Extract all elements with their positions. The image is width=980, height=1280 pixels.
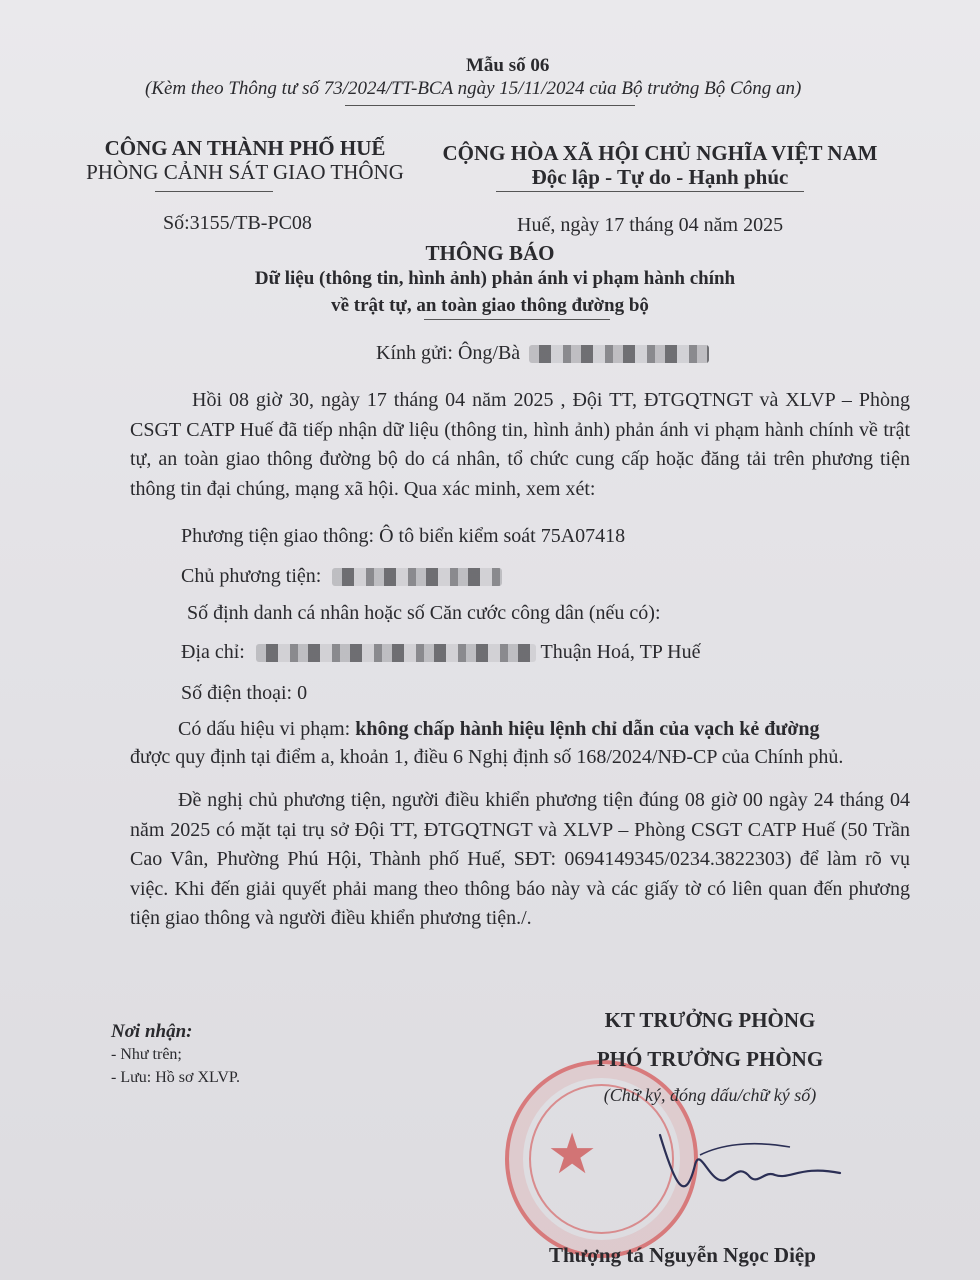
signature-title-2: PHÓ TRƯỞNG PHÒNG	[596, 1047, 824, 1071]
greeting	[376, 342, 709, 365]
redacted-name	[529, 345, 709, 363]
agency-rule	[155, 191, 273, 192]
subtitle-rule	[424, 319, 610, 320]
address-tail: Thuận Hoá, TP Huế	[540, 641, 701, 663]
violation-text: không chấp hành hiệu lệnh chỉ dẫn của vạch kẻ đường	[355, 718, 820, 740]
document-subtitle-1: Dữ liệu (thông tin, hình ảnh) phản ánh vi phạm hành chính	[254, 268, 736, 289]
phone-field: Số điện thoại: 0	[181, 682, 308, 704]
violation-prefix: Có dấu hiệu vi phạm:	[178, 718, 356, 740]
address-field	[181, 641, 701, 664]
id-field: Số định danh cá nhân hoặc số Căn cước công dân (nếu có):	[187, 602, 661, 624]
signature-note: (Chữ ký, đóng dấu/chữ ký số)	[603, 1085, 817, 1105]
motto-rule	[496, 191, 804, 192]
header-rule	[345, 105, 635, 106]
vehicle-field: Phương tiện giao thông: Ô tô biển kiểm soát 75A07418	[181, 525, 626, 547]
form-number: Mẫu số 06	[466, 55, 550, 76]
nation-motto: Độc lập - Tự do - Hạnh phúc	[531, 165, 789, 189]
violation-basis: được quy định tại điểm a, khoản 1, điều 6 Nghị định số 168/2024/NĐ-CP của Chính phủ.	[130, 746, 844, 768]
nation-name: CỘNG HÒA XÃ HỘI CHỦ NGHĨA VIỆT NAM	[442, 141, 878, 165]
place-date: Huế, ngày 17 tháng 04 năm 2025	[517, 214, 784, 236]
signer-name: Thượng tá Nguyễn Ngọc Diệp	[549, 1243, 816, 1267]
redacted-address	[256, 644, 536, 662]
owner-field	[181, 565, 502, 588]
greeting-label: Kính gửi: Ông/Bà	[376, 342, 521, 364]
address-label: Địa chỉ:	[181, 641, 245, 663]
owner-label: Chủ phương tiện:	[181, 565, 322, 587]
document-subtitle-2: về trật tự, an toàn giao thông đường bộ	[331, 295, 649, 316]
signature-title-1: KT TRƯỞNG PHÒNG	[604, 1008, 816, 1032]
agency-name: CÔNG AN THÀNH PHỐ HUẾ	[104, 136, 386, 160]
agency-department: PHÒNG CẢNH SÁT GIAO THÔNG	[86, 160, 404, 184]
recipients-label: Nơi nhận:	[111, 1021, 193, 1042]
recipient-item: - Lưu: Hồ sơ XLVP.	[111, 1069, 240, 1086]
document-number: Số:3155/TB-PC08	[163, 212, 312, 234]
request-paragraph: Đề nghị chủ phương tiện, người điều khiển phương tiện đúng 08 giờ 00 ngày 24 tháng 04 năm 2025 có mặt tại trụ sở Đội TT, ĐTGQTNGT và XLVP – Phòng CSGT CATP Huế (50 Trần Cao Vân, Phường Phú Hội, Thành phố Huế, SĐT: 0694149345/0234.3822303) để làm rõ vụ việc. Khi đến giải quyết phải mang theo thông báo này và các giấy tờ có liên quan đến phương tiện giao thông và người điều khiển phương tiện./.	[130, 789, 910, 929]
violation-line	[178, 718, 820, 741]
document-title: THÔNG BÁO	[425, 241, 555, 265]
redacted-owner	[332, 568, 502, 586]
recipient-item: - Như trên;	[111, 1046, 182, 1063]
handwritten-signature	[640, 1125, 860, 1215]
intro-paragraph: Hồi 08 giờ 30, ngày 17 tháng 04 năm 2025 , Đội TT, ĐTGQTNGT và XLVP – Phòng CSGT CATP Huế đã tiếp nhận dữ liệu (thông tin, hình ảnh) phản ánh vi phạm hành chính về trật tự, an toàn giao thông đường bộ do cá nhân, tổ chức cung cấp hoặc đăng tải trên phương tiện thông tin đại chúng, mạng xã hội. Qua xác minh, xem xét:	[130, 389, 910, 500]
form-reference: (Kèm theo Thông tư số 73/2024/TT-BCA ngày 15/11/2024 của Bộ trưởng Bộ Công an)	[145, 78, 802, 99]
star-icon: ★	[547, 1124, 598, 1186]
